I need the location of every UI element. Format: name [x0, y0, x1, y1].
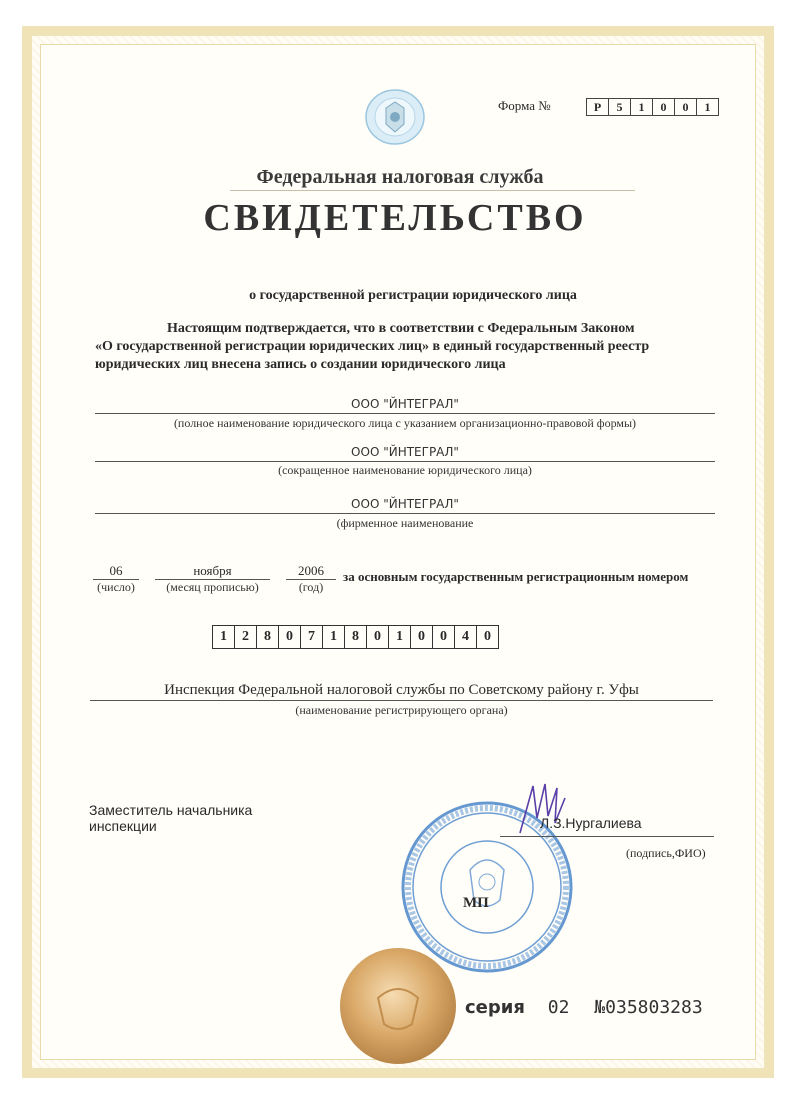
- ogrn-cell: 8: [256, 625, 279, 649]
- form-number-cell: 1: [630, 98, 653, 116]
- firm-name-caption: (фирменное наименование: [336, 516, 474, 530]
- ogrn-number: [213, 625, 499, 649]
- date-month-caption: (месяц прописью): [166, 580, 259, 594]
- ogrn-cell: 0: [476, 625, 499, 649]
- ogrn-cell: 0: [366, 625, 389, 649]
- ogrn-cell: 1: [322, 625, 345, 649]
- form-number: [587, 98, 719, 116]
- registration-phrase: за основным государственным регистрационным номером: [343, 569, 689, 584]
- series-label: серия: [465, 997, 525, 1018]
- authority-caption: (наименование регистрирующего органа): [295, 703, 508, 717]
- signer-position-line: инспекции: [89, 818, 157, 834]
- firm-name-field: ООО "ЙНТЕГРАЛ": [95, 496, 715, 514]
- short-name-field: ООО "ЙНТЕГРАЛ": [95, 444, 715, 462]
- form-number-cell: 0: [652, 98, 675, 116]
- page-title: СВИДЕТЕЛЬСТВО: [203, 197, 587, 239]
- date-day-caption: (число): [97, 580, 135, 594]
- emblem-icon: [364, 88, 426, 146]
- ogrn-cell: 1: [388, 625, 411, 649]
- date-month: ноября: [155, 562, 270, 580]
- date-year: 2006: [286, 562, 336, 580]
- signer-position: [89, 802, 252, 834]
- hologram-icon: [338, 946, 458, 1066]
- form-label: Форма №: [498, 98, 551, 113]
- registering-authority: Инспекция Федеральной налоговой службы по Советскому району г. Уфы: [90, 680, 713, 701]
- ogrn-cell: 0: [278, 625, 301, 649]
- issuing-service: Федеральная налоговая служба: [256, 166, 544, 188]
- certificate-series: [465, 997, 703, 1018]
- form-number-cell: Р: [586, 98, 609, 116]
- ogrn-cell: 2: [234, 625, 257, 649]
- signature-line: [500, 836, 714, 837]
- signature-caption: (подпись,ФИО): [626, 846, 706, 860]
- statement-line: Настоящим подтверждается, что в соответствии с Федеральным Законом: [167, 321, 635, 336]
- statement-paragraph: [95, 320, 720, 374]
- seal-label: МП: [463, 895, 489, 911]
- signer-position-line: Заместитель начальника: [89, 802, 253, 818]
- statement-line: «О государственной регистрации юридических лиц» в единый государственный реестр: [95, 339, 650, 354]
- date-year-caption: (год): [298, 580, 324, 594]
- series-value: 02: [547, 997, 570, 1018]
- ogrn-cell: 0: [410, 625, 433, 649]
- full-name-field: ООО "ЙНТЕГРАЛ": [95, 396, 715, 414]
- certificate-subtitle: о государственной регистрации юридического лица: [249, 288, 577, 303]
- form-number-cell: 0: [674, 98, 697, 116]
- ogrn-cell: 0: [432, 625, 455, 649]
- full-name-caption: (полное наименование юридического лица с указанием организационно-правовой формы): [173, 416, 637, 430]
- header-divider: [230, 190, 635, 191]
- ogrn-cell: 1: [212, 625, 235, 649]
- date-day: 06: [93, 562, 139, 580]
- signer-name: Л.З.Нургалиева: [540, 815, 642, 831]
- ogrn-cell: 4: [454, 625, 477, 649]
- form-number-cell: 1: [696, 98, 719, 116]
- statement-line: юридических лиц внесена запись о создании юридического лица: [95, 357, 506, 372]
- ogrn-cell: 8: [344, 625, 367, 649]
- short-name-caption: (сокращенное наименование юридического лица): [278, 463, 532, 477]
- ogrn-cell: 7: [300, 625, 323, 649]
- certificate-number: №035803283: [594, 997, 703, 1018]
- form-number-cell: 5: [608, 98, 631, 116]
